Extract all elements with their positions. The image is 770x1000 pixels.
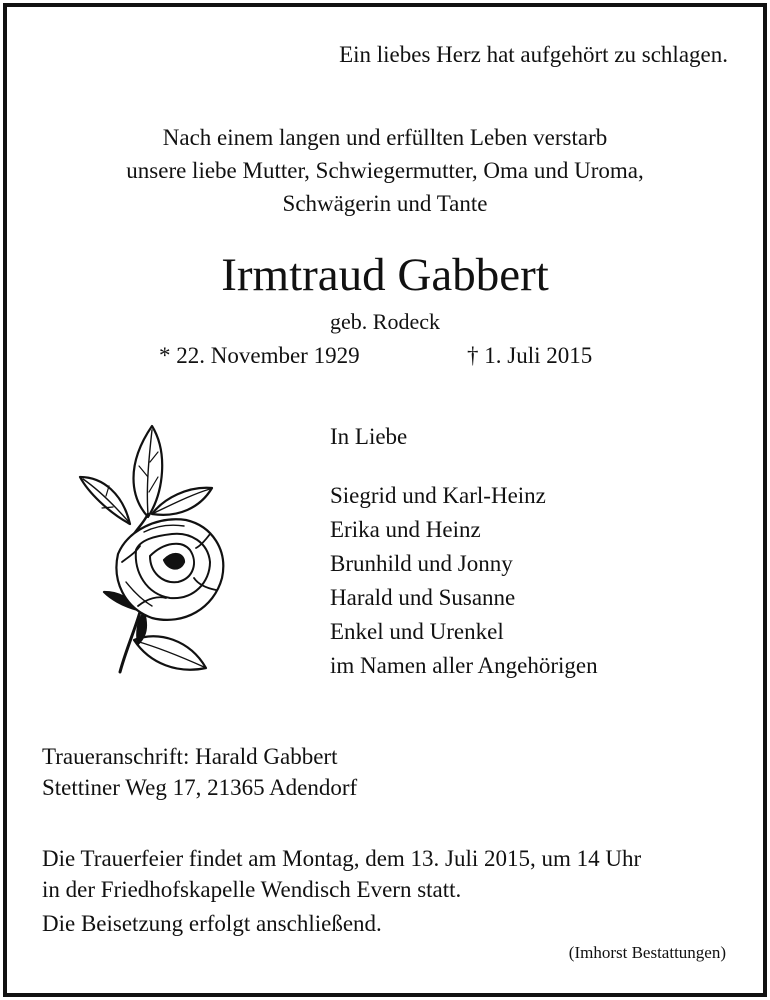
mourners-list — [330, 479, 598, 683]
mourning-address — [42, 741, 357, 803]
mourner-line: Harald und Susanne — [330, 585, 516, 610]
motto: Ein liebes Herz hat aufgehört zu schlagen. — [339, 42, 728, 67]
ceremony-line: Die Trauerfeier findet am Montag, dem 13. Juli 2015, um 14 Uhr — [42, 846, 642, 871]
rose-icon — [78, 422, 256, 692]
undertaker: (Imhorst Bestattungen) — [568, 943, 726, 962]
mourner-line: Siegrid und Karl-Heinz — [330, 483, 546, 508]
mourner-line: Erika und Heinz — [330, 517, 481, 542]
ceremony-line: in der Friedhofskapelle Wendisch Evern statt. — [42, 877, 462, 902]
address-line: Stettiner Weg 17, 21365 Adendorf — [42, 775, 358, 800]
intro-line: Schwägerin und Tante — [282, 191, 488, 216]
intro-line: unsere liebe Mutter, Schwiegermutter, Oma und Uroma, — [126, 158, 644, 183]
intro-text — [0, 121, 770, 220]
in-love: In Liebe — [330, 424, 408, 449]
deceased-name: Irmtraud Gabbert — [221, 249, 549, 301]
death-date: † 1. Juli 2015 — [467, 343, 593, 368]
intro-line: Nach einem langen und erfüllten Leben verstarb — [162, 125, 608, 150]
mourner-line: Enkel und Urenkel — [330, 619, 504, 644]
mourner-line: Brunhild und Jonny — [330, 551, 513, 576]
maiden-name: geb. Rodeck — [330, 309, 440, 334]
birth-date: * 22. November 1929 — [159, 343, 360, 368]
burial-info: Die Beisetzung erfolgt anschließend. — [42, 911, 382, 936]
mourner-line: im Namen aller Angehörigen — [330, 653, 598, 678]
address-line: Traueranschrift: Harald Gabbert — [42, 744, 338, 769]
ceremony-info — [42, 843, 641, 905]
